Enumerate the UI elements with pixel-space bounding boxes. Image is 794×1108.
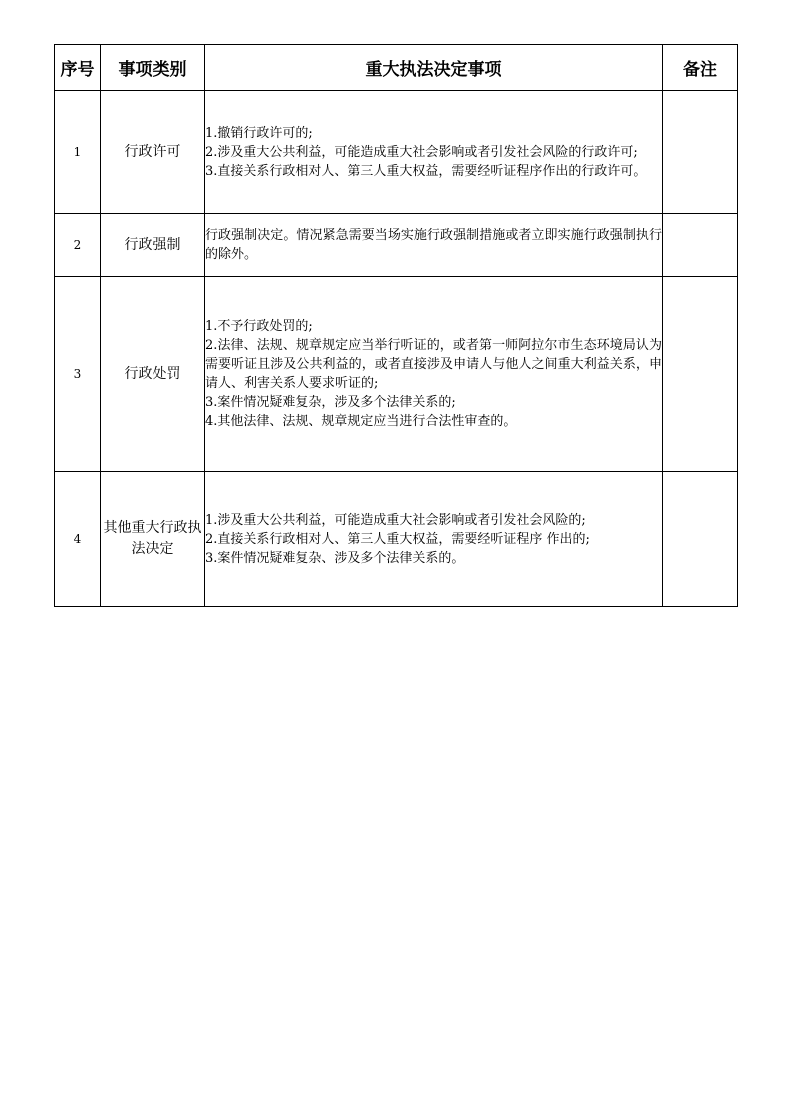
row-items xyxy=(205,472,663,607)
enforcement-decisions-table xyxy=(54,44,738,607)
row-category: 行政许可 xyxy=(101,91,205,214)
item-line: 行政强制决定。情况紧急需要当场实施行政强制措施或者立即实施行政强制执行的除外。 xyxy=(205,228,662,262)
row-remarks xyxy=(663,91,738,214)
item-line: 3.案件情况疑难复杂、涉及多个法律关系的。 xyxy=(205,550,465,566)
row-category: 行政处罚 xyxy=(101,277,205,472)
header-items: 重大执法决定事项 xyxy=(205,45,663,91)
row-number: 1 xyxy=(55,91,101,214)
row-number: 4 xyxy=(55,472,101,607)
table-row xyxy=(55,472,738,607)
row-number: 2 xyxy=(55,214,101,277)
row-category: 其他重大行政执法决定 xyxy=(101,472,205,607)
header-number: 序号 xyxy=(55,45,101,91)
row-items xyxy=(205,277,663,472)
row-remarks xyxy=(663,277,738,472)
item-line: 2.涉及重大公共利益，可能造成重大社会影响或者引发社会风险的行政许可; xyxy=(205,144,638,160)
header-category: 事项类别 xyxy=(101,45,205,91)
row-remarks xyxy=(663,472,738,607)
item-line: 3.直接关系行政相对人、第三人重大权益，需要经听证程序作出的行政许可。 xyxy=(205,163,647,179)
item-line: 1.撤销行政许可的; xyxy=(205,125,313,141)
item-line: 1.不予行政处罚的; xyxy=(205,319,313,334)
row-items xyxy=(205,91,663,214)
item-line: 1.涉及重大公共利益，可能造成重大社会影响或者引发社会风险的; xyxy=(205,512,586,528)
table-row xyxy=(55,277,738,472)
row-category: 行政强制 xyxy=(101,214,205,277)
header-row xyxy=(55,45,738,91)
item-line: 3.案件情况疑难复杂，涉及多个法律关系的; xyxy=(205,395,456,410)
row-number: 3 xyxy=(55,277,101,472)
item-line: 2.法律、法规、规章规定应当举行听证的，或者第一师阿拉尔市生态环境局认为需要听证且涉及公共利益的，或者直接涉及申请人与他人之间重大利益关系，申请人、利害关系人要求听证的; xyxy=(205,338,662,391)
table-row xyxy=(55,91,738,214)
row-items xyxy=(205,214,663,277)
row-remarks xyxy=(663,214,738,277)
item-line: 2.直接关系行政相对人、第三人重大权益，需要经听证程序 作出的; xyxy=(205,531,590,547)
item-line: 4.其他法律、法规、规章规定应当进行合法性审查的。 xyxy=(205,414,517,429)
table-row xyxy=(55,214,738,277)
header-remarks: 备注 xyxy=(663,45,738,91)
